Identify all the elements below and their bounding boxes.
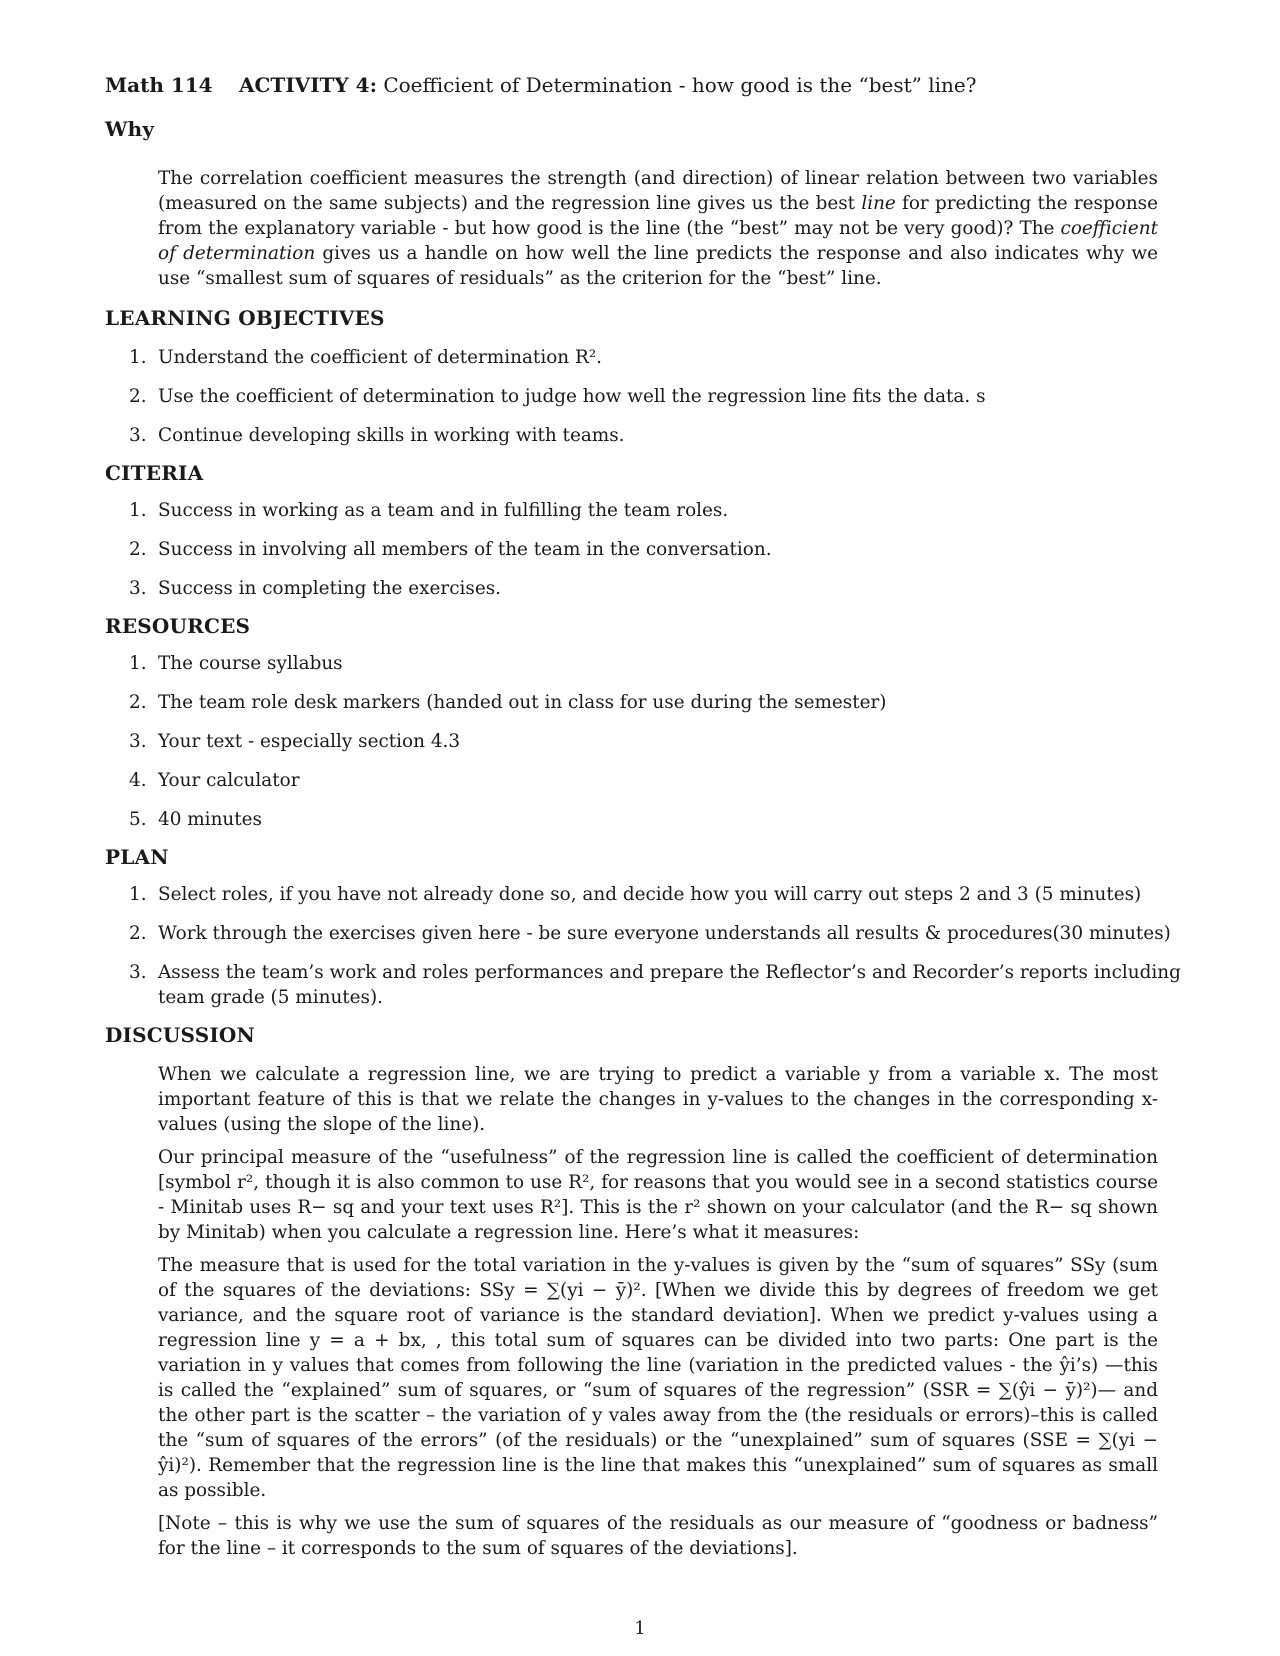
list-item (105, 960, 1205, 1010)
title-line (105, 72, 1205, 98)
item-text: 40 minutes (158, 809, 262, 830)
item-number: 3. (129, 962, 147, 983)
item-text: Use the coefficient of determination to judge how well the regression line fits the data. s (158, 386, 986, 407)
list-item (105, 576, 1205, 601)
item-number: 2. (129, 923, 147, 944)
plan-list (105, 882, 1205, 1010)
item-text: Assess the team’s work and roles performances and prepare the Reflector’s and Recorder’s reports including team grade (5 minutes). (158, 962, 1181, 1008)
item-number: 2. (129, 386, 147, 407)
discussion-paragraph-4: [Note – this is why we use the sum of squares of the residuals as our measure of “goodness or badness” for the line – it corresponds to the sum of squares of the deviations]. (158, 1513, 1158, 1559)
list-item (105, 690, 1205, 715)
activity-label: ACTIVITY 4: (239, 73, 377, 97)
activity-title: Coefficient of Determination - how good is the “best” line? (383, 73, 977, 97)
list-item (105, 345, 1205, 370)
list-item (105, 537, 1205, 562)
list-item (105, 807, 1205, 832)
item-number: 3. (129, 578, 147, 599)
item-text: The course syllabus (158, 653, 343, 674)
discussion-paragraph-1: When we calculate a regression line, we are trying to predict a variable y from a variable x. The most important feature of this is that we relate the changes in y-values to the changes in the corresponding x- values (using the slope of the line). (158, 1064, 1158, 1135)
list-item (105, 729, 1205, 754)
item-text: Your text - especially section 4.3 (158, 731, 461, 752)
why-text-3: gives us a handle on how well the line predicts the response and also indicates why we use “smallest sum of squares of residuals” as the criterion for the “best” line. (158, 243, 1159, 289)
why-heading: Why (105, 117, 155, 141)
list-item (105, 651, 1205, 676)
item-text: Continue developing skills in working with teams. (158, 425, 625, 446)
item-text: Success in completing the exercises. (158, 578, 501, 599)
resources-heading: RESOURCES (105, 614, 251, 638)
item-number: 4. (129, 770, 147, 791)
page-number: 1 (634, 1618, 646, 1639)
discussion-paragraph-3: The measure that is used for the total variation in the y-values is given by the “sum of squares” SSy (sum of the squares of the deviations: SSy = ∑(yi − ȳ)². [When we divide this by degrees of freedom we get variance, and the square root of variance is the standard deviation]. When we predict y-values using a regression line y = a + bx, , this total sum of squares can be divided into two parts: One part is the variation in y values that comes from following the line (variation in the predicted values - the ŷi’s) —this is called the “explained” sum of squares, or “sum of squares of the regression” (SSR = ∑(ŷi − ȳ)²)— and the other part is the scatter – the variation of y vales away from the (the residuals or errors)–this is called the “sum of squares of the errors” (of the residuals) or the “unexplained” sum of squares (SSE = ∑(yi − ŷi)²). Remember that the regression line is the line that makes this “unexplained” sum of squares as small as possible. (158, 1255, 1158, 1501)
list-item (105, 921, 1205, 946)
item-number: 1. (129, 884, 147, 905)
list-item (105, 768, 1205, 793)
item-text: The team role desk markers (handed out in class for use during the semester) (158, 692, 887, 713)
item-text: Work through the exercises given here - be sure everyone understands all results & procedures(30 minutes) (158, 923, 1171, 944)
criteria-list (105, 498, 1205, 601)
why-text-1: The correlation coefficient measures the strength (and direction) of linear relation between two variables (measured on the same subjects) and the regression line gives us the best (158, 168, 1158, 214)
objectives-heading: LEARNING OBJECTIVES (105, 306, 385, 330)
item-text: Success in involving all members of the team in the conversation. (158, 539, 772, 560)
item-number: 3. (129, 425, 147, 446)
resources-list (105, 651, 1205, 832)
plan-heading: PLAN (105, 845, 169, 869)
objectives-list (105, 345, 1205, 448)
why-emphasis-coefficient: coefficient of determination (158, 218, 1158, 264)
course-code: Math 114 (105, 73, 213, 97)
discussion-heading: DISCUSSION (105, 1023, 256, 1047)
item-number: 1. (129, 500, 147, 521)
list-item (105, 882, 1205, 907)
item-number: 1. (129, 653, 147, 674)
discussion-section (158, 1062, 1158, 1561)
list-item (105, 423, 1205, 448)
why-paragraph (158, 166, 1158, 291)
document-page (105, 72, 1205, 1561)
list-item (105, 498, 1205, 523)
item-number: 2. (129, 539, 147, 560)
item-number: 2. (129, 692, 147, 713)
item-text: Your calculator (158, 770, 300, 791)
item-number: 5. (129, 809, 147, 830)
list-item (105, 384, 1205, 409)
item-number: 1. (129, 347, 147, 368)
item-number: 3. (129, 731, 147, 752)
discussion-paragraph-2: Our principal measure of the “usefulness” of the regression line is called the coefficient of determination [symbol r², though it is also common to use R², for reasons that you would see in a second statistics course - Minitab uses R− sq and your text uses R²]. This is the r² shown on your calculator (and the R− sq shown by Minitab) when you calculate a regression line. Here’s what it measures: (158, 1147, 1158, 1243)
why-section (158, 166, 1158, 291)
item-text: Understand the coefficient of determination R². (158, 347, 603, 368)
item-text: Success in working as a team and in fulfilling the team roles. (158, 500, 729, 521)
item-text: Select roles, if you have not already done so, and decide how you will carry out steps 2 and 3 (5 minutes) (158, 884, 1142, 905)
why-text-2: for predicting the response from the explanatory variable - but how good is the line (the “best” may not be very good)? The (158, 193, 1158, 239)
why-emphasis-line: line (861, 193, 896, 214)
criteria-heading: CITERIA (105, 461, 204, 485)
